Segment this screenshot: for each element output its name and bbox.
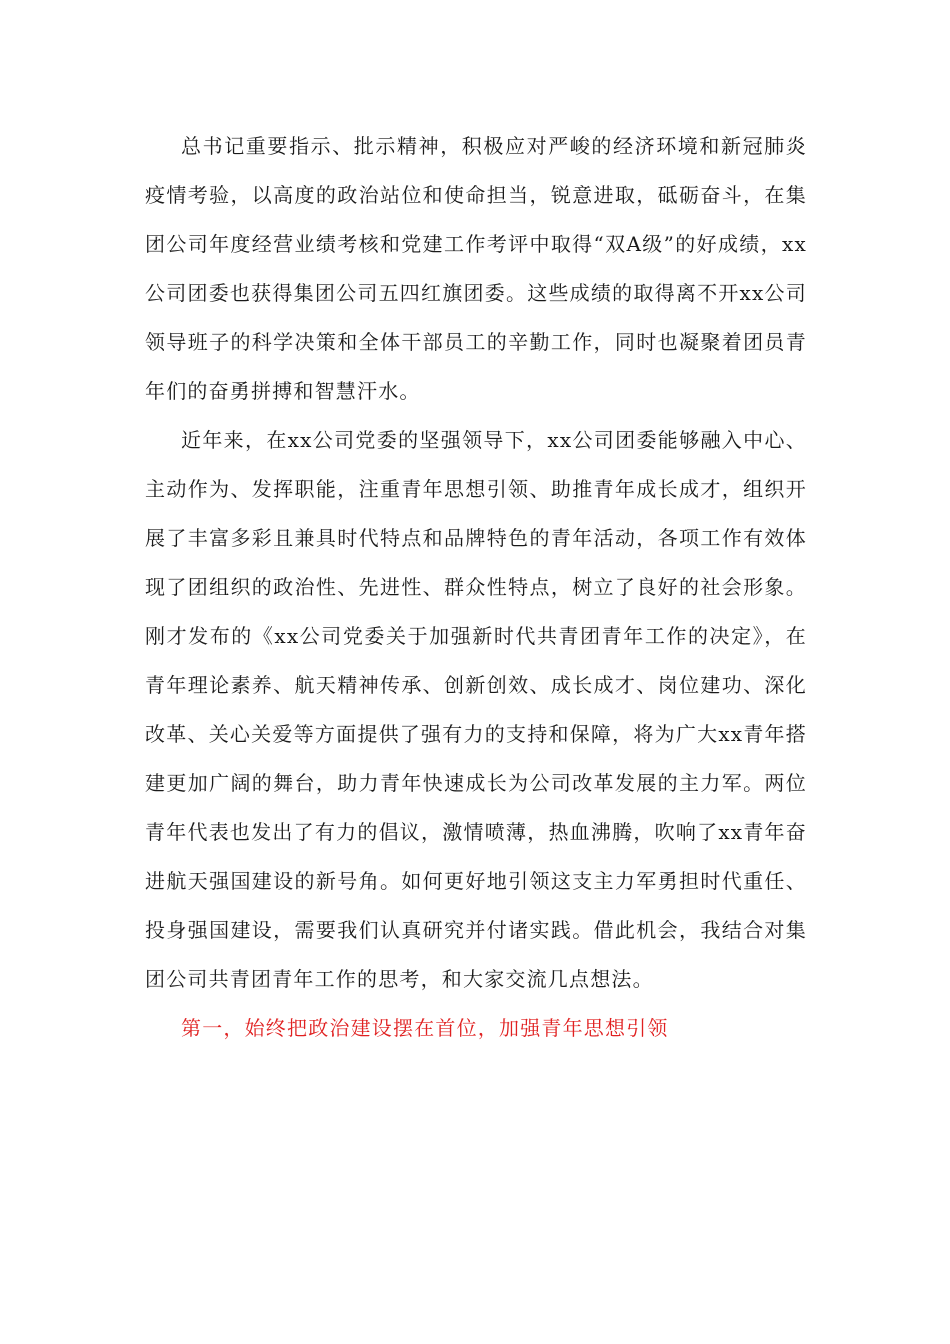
paragraph-2: 近年来，在xx公司党委的坚强领导下，xx公司团委能够融入中心、主动作为、发挥职能，注重青年思想引领、助推青年成长成才，组织开展了丰富多彩且兼具时代特点和品牌特色的青年活动，各项工作有效体现了团组织的政治性、先进性、群众性特点，树立了良好的社会形象。刚才发布的《xx公司党委关于加强新时代共青团青年工作的决定》，在青年理论素养、航天精神传承、创新创效、成长成才、岗位建功、深化改革、关心关爱等方面提供了强有力的支持和保障，将为广大xx青年搭建更加广阔的舞台，助力青年快速成长为公司改革发展的主力军。两位青年代表也发出了有力的倡议，激情喷薄，热血沸腾，吹响了xx青年奋进航天强国建设的新号角。如何更好地引领这支主力军勇担时代重任、投身强国建设，需要我们认真研究并付诸实践。借此机会，我结合对集团公司共青团青年工作的思考，和大家交流几点想法。: [145, 428, 807, 991]
paragraph-1: 总书记重要指示、批示精神，积极应对严峻的经济环境和新冠肺炎疫情考验，以高度的政治站位和使命担当，锐意进取，砥砺奋斗，在集团公司年度经营业绩考核和党建工作考评中取得“双A级”的好成绩，xx公司团委也获得集团公司五四红旗团委。这些成绩的取得离不开xx公司领导班子的科学决策和全体干部员工的辛勤工作，同时也凝聚着团员青年们的奋勇拼搏和智慧汗水。: [145, 134, 807, 403]
document-body: [145, 122, 807, 1053]
section-heading-1: 第一，始终把政治建设摆在首位，加强青年思想引领: [181, 1016, 669, 1040]
